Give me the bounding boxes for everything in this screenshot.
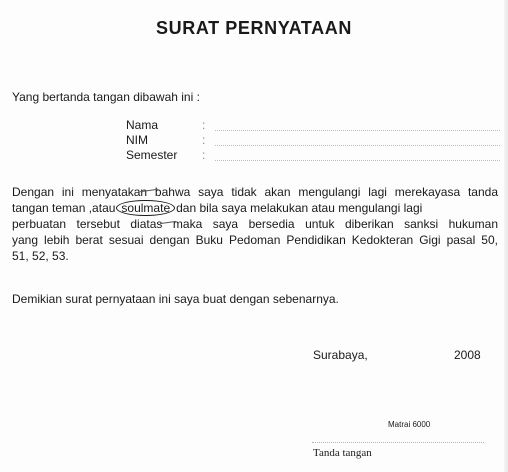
statement-paragraph [12, 184, 498, 264]
paragraph-line-2-start: tangan teman ,atau [12, 201, 116, 215]
closing-statement: Demikian surat pernyataan ini saya buat dengan sebenarnya. [12, 292, 339, 306]
paragraph-line-3: perbuatan tersebut diatas maka saya bersedia untuk diberikan sanksi hukuman [12, 217, 498, 231]
paragraph-line-4: yang lebih berat sesuai dengan Buku Pedoman Pendidikan Kedokteran Gigi pasal 50, [12, 233, 498, 247]
field-line-nama [215, 130, 500, 131]
signature-line [312, 442, 484, 443]
field-label-semester: Semester [126, 148, 178, 162]
signing-year: 2008 [454, 348, 481, 362]
field-colon-nim: : [202, 133, 206, 147]
intro-text: Yang bertanda tangan dibawah ini : [12, 90, 200, 104]
field-line-semester [215, 160, 500, 161]
field-colon-semester: : [202, 148, 206, 162]
paragraph-line-2 [12, 200, 498, 216]
signing-city: Surabaya, [313, 348, 368, 362]
field-line-nim [215, 145, 500, 146]
scan-edge-shadow [504, 0, 508, 472]
signature-label: Tanda tangan [313, 447, 372, 459]
field-colon-nama: : [202, 118, 206, 132]
paragraph-line-5: 51, 52, 53. [12, 249, 69, 263]
field-label-nim: NIM [126, 133, 148, 147]
paragraph-line-2-end: dan bila saya melakukan atau mengulangi lagi [176, 201, 423, 215]
field-label-nama: Nama [126, 118, 159, 132]
paragraph-line-1: Dengan ini menyatakan bahwa saya tidak akan mengulangi lagi merekayasa tanda [12, 185, 498, 199]
stamp-label: Matrai 6000 [388, 420, 431, 429]
document-title: SURAT PERNYATAAN [156, 18, 352, 38]
circled-word-soulmate: soulmate [116, 200, 175, 216]
